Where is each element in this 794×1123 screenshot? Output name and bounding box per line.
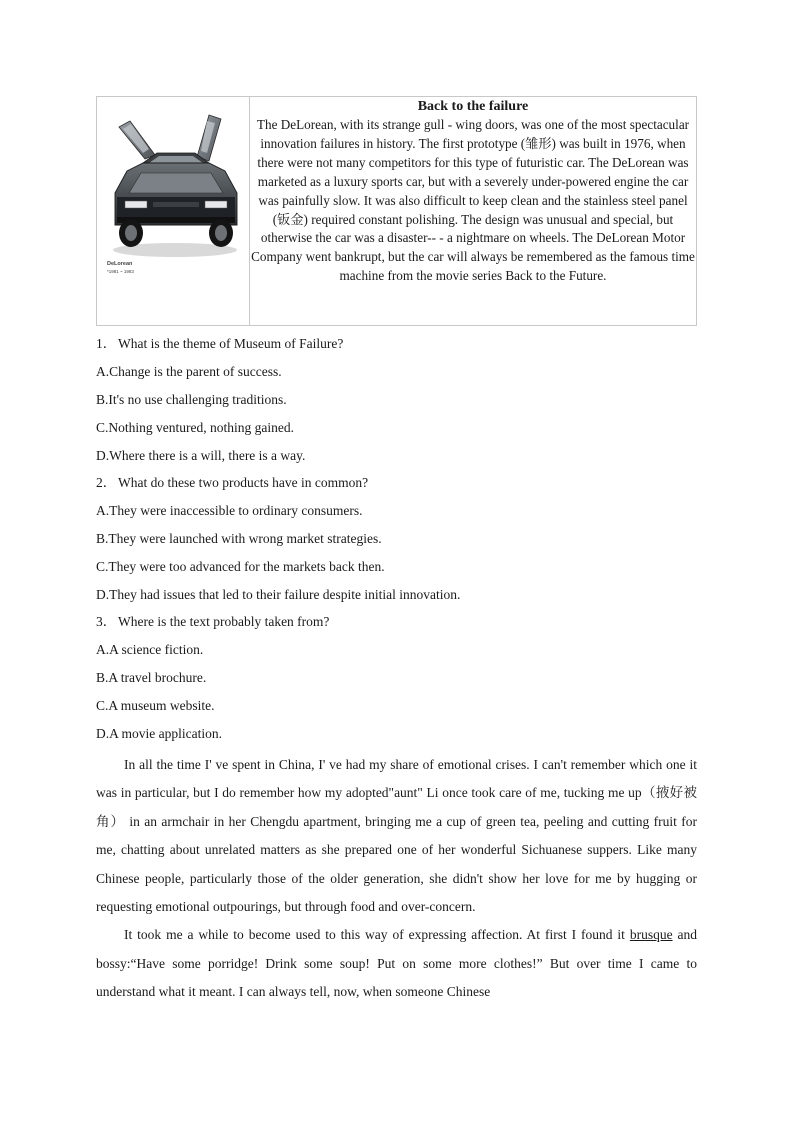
option-a: A.They were inaccessible to ordinary consumers. xyxy=(96,503,363,518)
option-c: C.Nothing ventured, nothing gained. xyxy=(96,420,294,435)
question-number: 3． xyxy=(96,614,117,629)
question-text: What is the theme of Museum of Failure? xyxy=(118,336,344,351)
image-caption-name: DeLorean xyxy=(107,261,133,267)
option-d: D.Where there is a will, there is a way. xyxy=(96,448,306,463)
article-box xyxy=(96,96,697,326)
image-caption xyxy=(107,261,134,274)
option-b: B.A travel brochure. xyxy=(96,670,207,685)
question-3 xyxy=(96,613,697,743)
option-c: C.They were too advanced for the markets back then. xyxy=(96,559,385,574)
article-text-cell xyxy=(250,97,697,326)
passage-paragraph-2-end: and bossy:“Have some porridge! Drink some soup! Put on some more clothes!” But over time I came to understand what it meant. I can always tell, now, when someone Chinese xyxy=(96,927,697,1000)
image-caption-years: *1981 ~ 1983 xyxy=(107,269,134,274)
article-body: The DeLorean, with its strange gull - wing doors, was one of the most spectacular innovation failures in history. The first prototype (雏形) was built in 1976, when there were not many competitors for this type of futuristic car. The DeLorean was marketed as a luxury sports car, but with a severely under-powered engine the car was painfully slow. It was also difficult to keep clean and the stainless steel panel (钣金) required constant polishing. The design was unusual and special, but otherwise the car was a disaster-- - a nightmare on wheels. The DeLorean Motor Company went bankrupt, but the car will always be remembered as the famous time machine from the movie series Back to the Future. xyxy=(251,117,695,284)
question-number: 2． xyxy=(96,475,117,490)
document-page xyxy=(96,96,697,1007)
question-2 xyxy=(96,474,697,604)
question-1-title xyxy=(96,335,697,353)
question-1 xyxy=(96,335,697,465)
passage-paragraph-1: In all the time I' ve spent in China, I' ve had my share of emotional crises. I can't remember which one it was in particular, but I do remember how my adopted"aunt" Li once took care of me, tucking me up（掖好被角） in an armchair in her Chengdu apartment, bringing me a cup of green tea, peeling and cutting fruit for me, chatting about unrelated matters as she prepared one of her wonderful Sichuanese suppers. Like many Chinese people, particularly those of the older generation, she didn't show her love for me by hugging or requesting emotional outpourings, but through food and over-concern. xyxy=(96,757,697,915)
option-c: C.A museum website. xyxy=(96,698,215,713)
car-illustration xyxy=(97,97,249,325)
question-3-title xyxy=(96,613,697,631)
option-b: B.They were launched with wrong market strategies. xyxy=(96,531,382,546)
question-text: What do these two products have in common? xyxy=(118,475,369,490)
option-a: A.A science fiction. xyxy=(96,642,204,657)
question-text: Where is the text probably taken from? xyxy=(118,614,330,629)
underlined-word: brusque xyxy=(629,927,673,943)
option-d: D.A movie application. xyxy=(96,726,222,741)
option-b: B.It's no use challenging traditions. xyxy=(96,392,287,407)
reading-passage xyxy=(96,751,697,1007)
question-2-title xyxy=(96,474,697,492)
passage-paragraph-2 xyxy=(96,921,697,1006)
question-number: 1． xyxy=(96,336,117,351)
option-a: A.Change is the parent of success. xyxy=(96,364,282,379)
delorean-car-image xyxy=(97,97,249,325)
image-cell xyxy=(97,97,250,326)
option-d: D.They had issues that led to their failure despite initial innovation. xyxy=(96,587,461,602)
passage-paragraph-2-start: It took me a while to become used to this way of expressing affection. At first I found it xyxy=(124,927,630,943)
article-title: Back to the failure xyxy=(417,99,529,114)
